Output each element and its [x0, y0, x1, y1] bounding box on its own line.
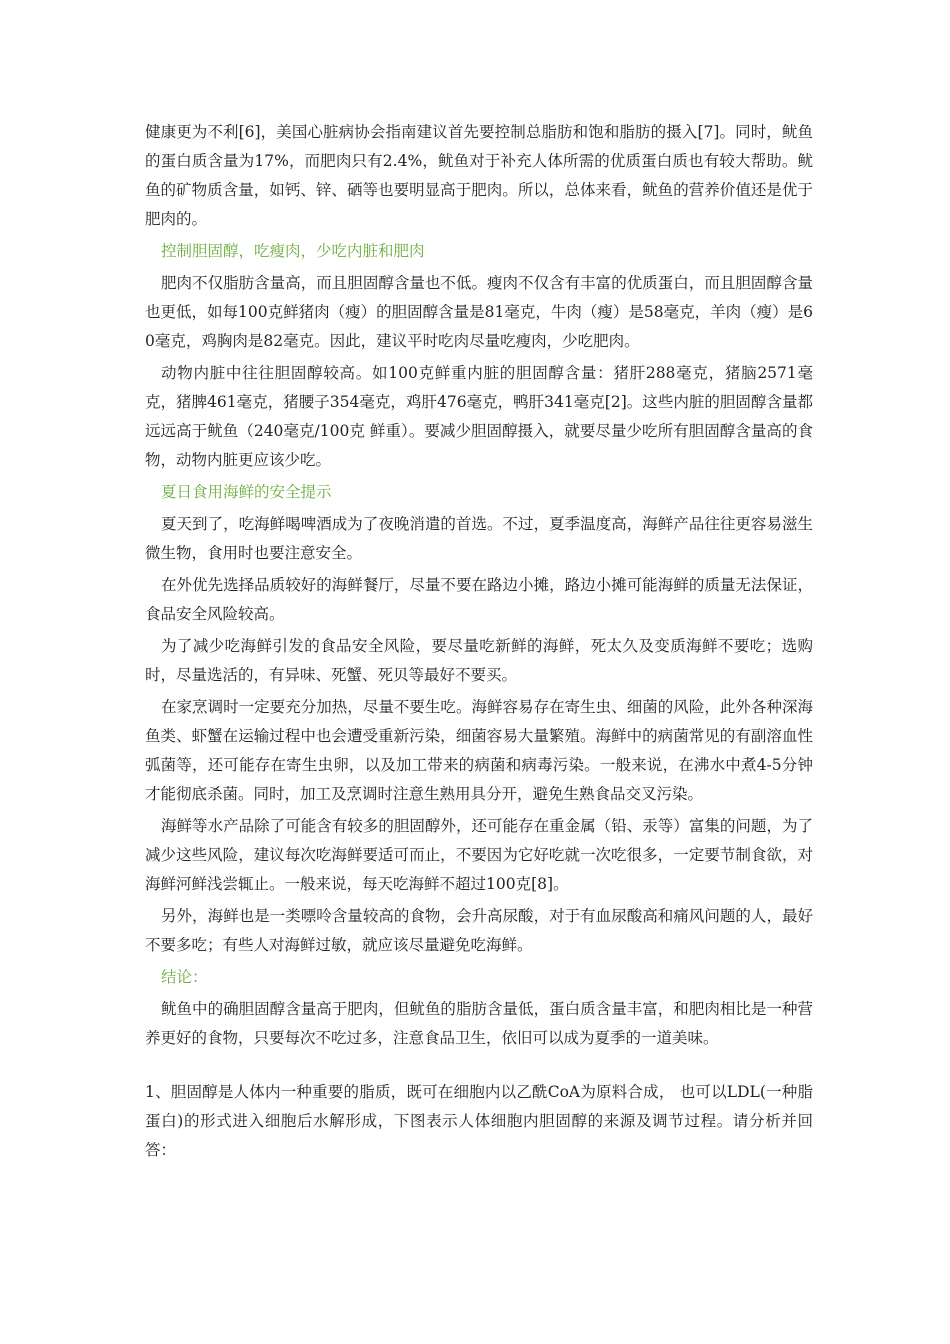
spacer	[145, 1056, 813, 1078]
paragraph: 鱿鱼中的确胆固醇含量高于肥肉，但鱿鱼的脂肪含量低，蛋白质含量丰富，和肥肉相比是一种营养更好的食物，只要每次不吃过多，注意食品卫生，依旧可以成为夏季的一道美味。	[145, 1000, 813, 1047]
question-paragraph: 1、胆固醇是人体内一种重要的脂质，既可在细胞内以乙酰CoA为原料合成， 也可以LDL(一种脂蛋白)的形式进入细胞后水解形成，下图表示人体细胞内胆固醇的来源及调节过程。请分析并回答：	[145, 1083, 813, 1159]
section-heading: 夏日食用海鲜的安全提示	[161, 483, 332, 501]
paragraph: 健康更为不利[6]，美国心脏病协会指南建议首先要控制总脂肪和饱和脂肪的摄入[7]。同时，鱿鱼的蛋白质含量为17%，而肥肉只有2.4%，鱿鱼对于补充人体所需的优质蛋白质也有较大帮助。鱿鱼的矿物质含量，如钙、锌、硒等也要明显高于肥肉。所以，总体来看，鱿鱼的营养价值还是优于肥肉的。	[145, 123, 813, 228]
section-heading: 控制胆固醇，吃瘦肉，少吃内脏和肥肉	[161, 242, 425, 260]
paragraph: 肥肉不仅脂肪含量高，而且胆固醇含量也不低。瘦肉不仅含有丰富的优质蛋白，而且胆固醇含量也更低，如每100克鲜猪肉（瘦）的胆固醇含量是81毫克，牛肉（瘦）是58毫克，羊肉（瘦）是60毫克，鸡胸肉是82毫克。因此，建议平时吃肉尽量吃瘦肉，少吃肥肉。	[145, 274, 813, 350]
paragraph: 另外，海鲜也是一类嘌呤含量较高的食物，会升高尿酸，对于有血尿酸高和痛风问题的人，最好不要多吃；有些人对海鲜过敏，就应该尽量避免吃海鲜。	[145, 907, 813, 954]
paragraph: 为了减少吃海鲜引发的食品安全风险，要尽量吃新鲜的海鲜，死太久及变质海鲜不要吃；选购时，尽量选活的，有异味、死蟹、死贝等最好不要买。	[145, 637, 813, 684]
conclusion-heading: 结论：	[161, 968, 208, 986]
paragraph: 海鲜等水产品除了可能含有较多的胆固醇外，还可能存在重金属（铅、汞等）富集的问题，为了减少这些风险，建议每次吃海鲜要适可而止，不要因为它好吃就一次吃很多，一定要节制食欲，对海鲜河鲜浅尝辄止。一般来说，每天吃海鲜不超过100克[8]。	[145, 817, 813, 893]
paragraph: 在家烹调时一定要充分加热，尽量不要生吃。海鲜容易存在寄生虫、细菌的风险，此外各种深海鱼类、虾蟹在运输过程中也会遭受重新污染，细菌容易大量繁殖。海鲜中的病菌常见的有副溶血性弧菌等，还可能存在寄生虫卵，以及加工带来的病菌和病毒污染。一般来说，在沸水中煮4-5分钟才能彻底杀菌。同时，加工及烹调时注意生熟用具分开，避免生熟食品交叉污染。	[145, 698, 813, 803]
paragraph: 动物内脏中往往胆固醇较高。如100克鲜重内脏的胆固醇含量：猪肝288毫克，猪脑2571毫克，猪脾461毫克，猪腰子354毫克，鸡肝476毫克，鸭肝341毫克[2]。这些内脏的胆固醇含量都远远高于鱿鱼（240毫克/100克 鲜重）。要减少胆固醇摄入，就要尽量少吃所有胆固醇含量高的食物，动物内脏更应该少吃。	[145, 364, 813, 469]
paragraph: 在外优先选择品质较好的海鲜餐厅，尽量不要在路边小摊，路边小摊可能海鲜的质量无法保证，食品安全风险较高。	[145, 576, 813, 623]
paragraph: 夏天到了，吃海鲜喝啤酒成为了夜晚消遣的首选。不过，夏季温度高，海鲜产品往往更容易滋生微生物，食用时也要注意安全。	[145, 515, 813, 562]
document-body	[145, 118, 813, 1168]
